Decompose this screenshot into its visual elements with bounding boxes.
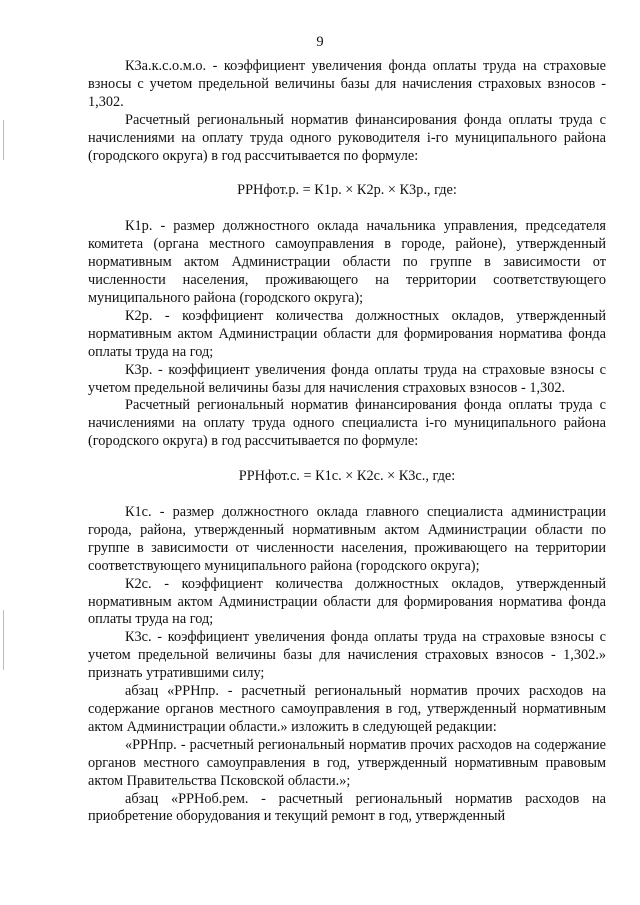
paragraph-specialist-norm-intro: Расчетный региональный норматив финансирования фонда оплаты труда с начислениями на оплату труда одного специалиста i-го муниципального района (городского округа) в год рассчитывается по формуле: [88,397,606,450]
scan-edge-mark [3,610,4,670]
paragraph-k2r-definition: К2р. - коэффициент количества должностных окладов, утвержденный нормативным актом Администрации области для формирования норматива фонда оплаты труда на год; [88,307,606,360]
paragraph-k3r-definition: К3р. - коэффициент увеличения фонда оплаты труда на страховые взносы с учетом предельной величины базы для начисления страховых взносов - 1,302. [88,361,606,396]
paragraph-rrnpr-old: абзац «РРНпр. - расчетный региональный норматив прочих расходов на содержание органов местного самоуправления в год, утвержденный нормативным актом Администрации области.» изложить в следующей редакции: [88,683,606,735]
paragraph-k1s-definition: К1с. - размер должностного оклада главного специалиста администрации города, района, утвержденный нормативным актом Администрации области по группе в зависимости от численности населения, проживающего на территории соответствующего муниципального района (городского округа); [88,504,606,574]
formula-specialist: РРНфот.с. = К1с. × К2с. × К3с., где: [238,468,456,485]
formula-manager: РРНфот.р. = К1р. × К2р. × К3р., где: [237,182,457,199]
paragraph-rrnobrem: абзац «РРНоб.рем. - расчетный региональный норматив расходов на приобретение оборудования и текущий ремонт в год, утвержденный [88,790,606,825]
paragraph-k1r-definition: К1р. - размер должностного оклада начальника управления, председателя комитета (органа местного самоуправления в городе, районе), утвержденный нормативным актом Администрации области по группе в зависимости от численности населения, проживающего на территории соответствующего муниципального района (городского округа); [88,218,606,306]
paragraph-k3s-definition: К3с. - коэффициент увеличения фонда оплаты труда на страховые взносы с учетом предельной величины базы для начисления страховых взносов - 1,302.» признать утратившими силу; [88,629,606,682]
paragraph-manager-norm-intro: Расчетный региональный норматив финансирования фонда оплаты труда с начислениями на оплату труда одного руководителя i-го муниципального района (городского округа) в год рассчитывается по формуле: [88,111,606,164]
paragraph-k3a-definition: К3а.к.с.о.м.о. - коэффициент увеличения фонда оплаты труда на страховые взносы с учетом предельной величины базы для начисления страховых взносов - 1,302. [88,58,606,110]
paragraph-k2s-definition: К2с. - коэффициент количества должностных окладов, утвержденный нормативным актом Администрации области для формирования норматива фонда оплаты труда на год; [88,575,606,628]
document-body [88,58,606,826]
scan-edge-mark [3,120,4,160]
paragraph-rrnpr-new: «РРНпр. - расчетный региональный норматив прочих расходов на содержание органов местного самоуправления в год, утвержденный нормативным правовым актом Правительства Псковской области.»; [88,736,606,789]
page-number: 9 [316,34,324,50]
